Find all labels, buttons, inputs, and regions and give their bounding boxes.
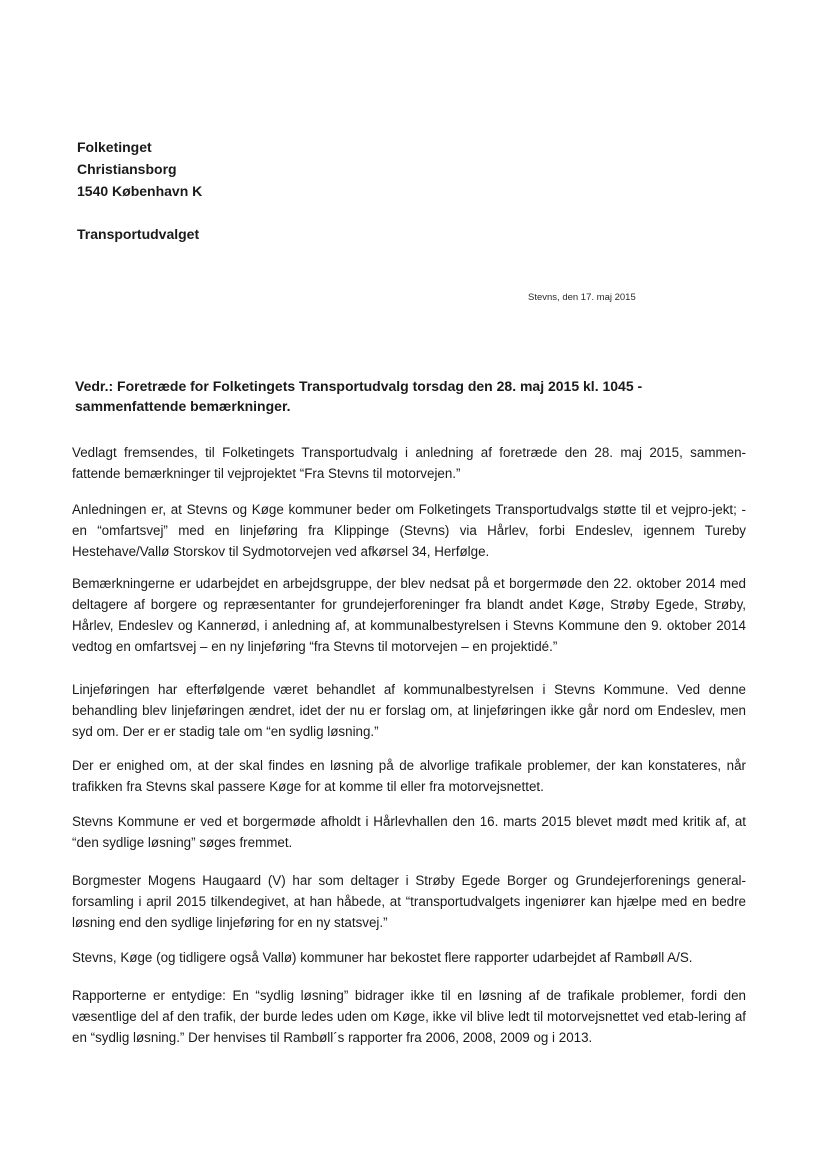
paragraph-2: Anledningen er, at Stevns og Køge kommuner beder om Folketingets Transportudvalgs støtte til et vejpro-jekt; - en “omfartsvej” med en linjeføring fra Klippinge (Stevns) via Hårlev, forbi Endeslev, igennem Tureby Hestehave/Vallø Storskov til Sydmotorvejen ved afkørsel 34, Herfølge. [72,502,746,559]
paragraph-8: Stevns, Køge (og tidligere også Vallø) kommuner har bekostet flere rapporter udarbejdet af Rambøll A/S. [72,950,693,965]
address-line-1: Folketinget [77,139,152,155]
paragraph-1: Vedlagt fremsendes, til Folketingets Transportudvalg i anledning af foretræde den 28. maj 2015, sammen-fattende bemærkninger til vejprojektet “Fra Stevns til motorvejen.” [72,445,746,481]
paragraph-7: Borgmester Mogens Haugaard (V) har som deltager i Strøby Egede Borger og Grundejerforenings general-forsamling i april 2015 tilkendegivet, at han håbede, at “transportudvalgets ingeniører kan hjælpe med en bedre løsning end den sydlige linjeføring for en ny statsvej.” [72,873,746,930]
paragraph-3: Bemærkningerne er udarbejdet en arbejdsgruppe, der blev nedsat på et borgermøde den 22. oktober 2014 med deltagere af borgere og repræsentanter for grundejerforeninger fra blandt andet Køge, Strøby Egede, Strøby, Hårlev, Endeslev og Kannerød, i anledning af, at kommunalbestyrelsen i Stevns Kommune den 9. oktober 2014 vedtog en omfartsvej – en ny linjeføring “fra Stevns til motorvejen – en projektidé.” [72,576,746,654]
committee-name: Transportudvalget [77,226,200,242]
paragraph-6: Stevns Kommune er ved et borgermøde afholdt i Hårlevhallen den 16. marts 2015 blevet mødt med kritik af, at “den sydlige løsning” søges fremmet. [72,814,746,850]
paragraph-9: Rapporterne er entydige: En “sydlig løsning” bidrager ikke til en løsning af de trafikale problemer, fordi den væsentlige del af den trafik, der burde ledes uden om Køge, ikke vil blive ledt til motorvejsnettet ved etab-lering af en “sydlig løsning.” Der henvises til Rambøll´s rapporter fra 2006, 2008, 2009 og i 2013. [72,988,746,1045]
letter-subject: Vedr.: Foretræde for Folketingets Transportudvalg torsdag den 28. maj 2015 kl. 1045 - sammenfattende bemærkninger. [75,378,643,414]
paragraph-4: Linjeføringen har efterfølgende været behandlet af kommunalbestyrelsen i Stevns Kommune. Ved denne behandling blev linjeføringen ændret, idet der nu er forslag om, at linjeføringen ikke går nord om Endeslev, men syd om. Der er er stadig tale om “en sydlig løsning.” [72,682,746,739]
address-line-3: 1540 København K [77,183,203,199]
letter-date: Stevns, den 17. maj 2015 [528,292,636,303]
paragraph-5: Der er enighed om, at der skal findes en løsning på de alvorlige trafikale problemer, der kan konstateres, når trafikken fra Stevns skal passere Køge for at komme til eller fra motorvejsnettet. [72,758,746,794]
address-line-2: Christiansborg [77,161,177,177]
